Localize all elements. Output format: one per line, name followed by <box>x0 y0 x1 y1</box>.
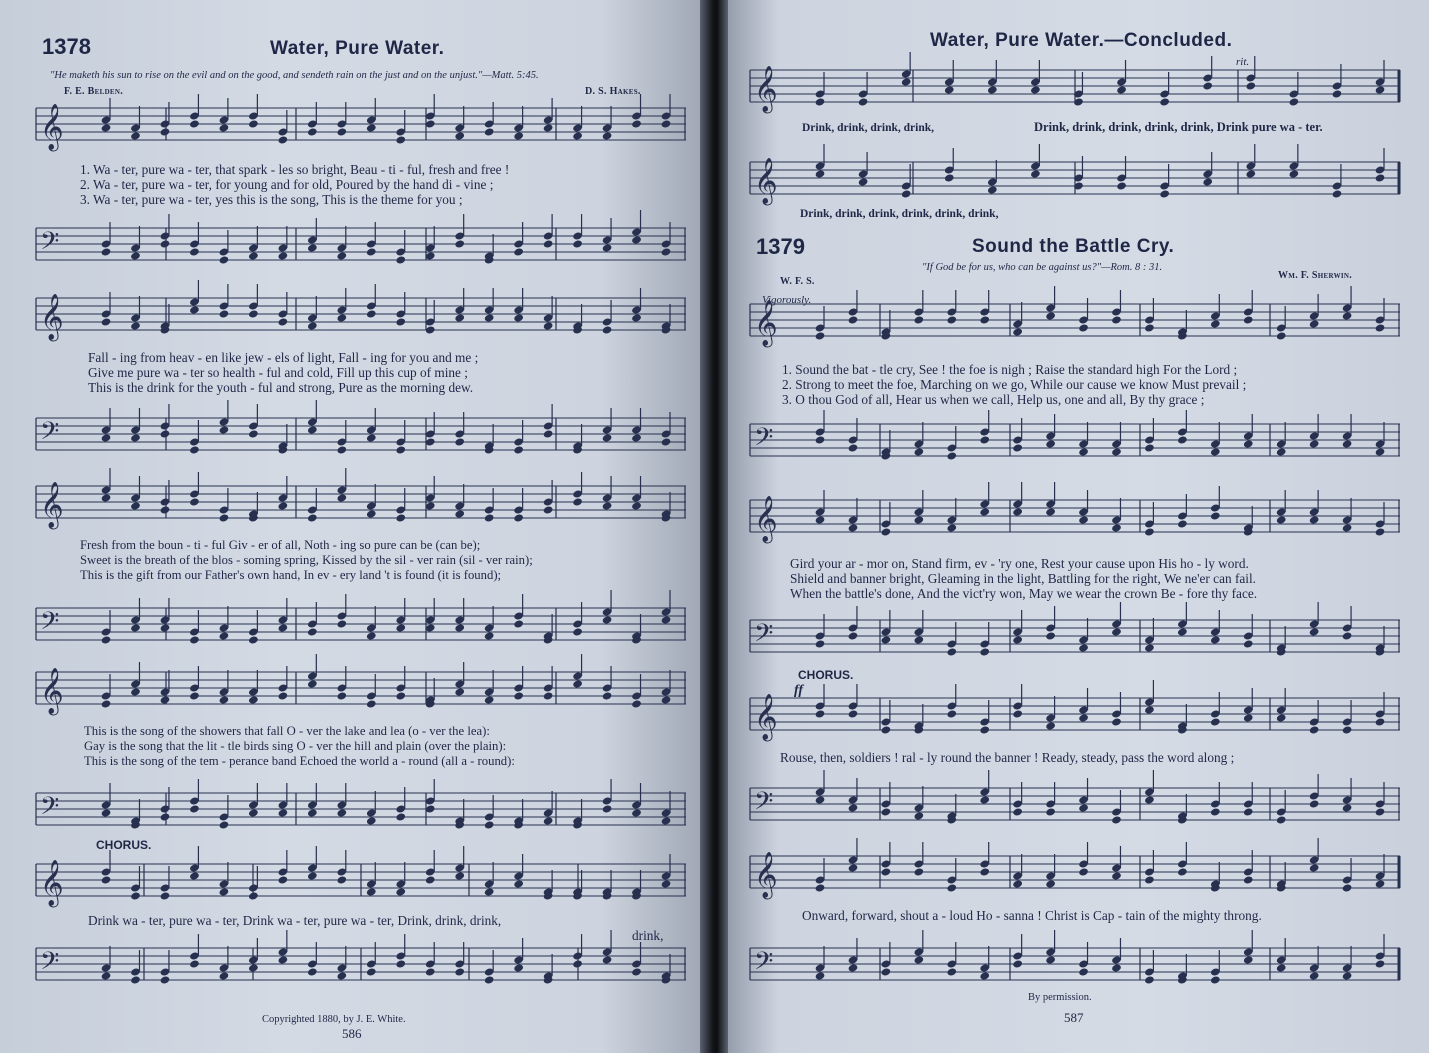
music-staff <box>36 664 686 712</box>
svg-text:𝄢: 𝄢 <box>754 619 774 654</box>
music-staff <box>750 62 1400 110</box>
music-staff <box>750 612 1400 660</box>
page-number: 587 <box>1064 1010 1084 1025</box>
music-staff <box>750 154 1400 202</box>
page-number: 586 <box>342 1026 362 1041</box>
chorus-label: CHORUS. <box>798 668 854 682</box>
svg-text:𝄢: 𝄢 <box>754 423 774 458</box>
svg-text:𝄞: 𝄞 <box>754 496 778 542</box>
chorus-line: Rouse, then, soldiers ! ral - ly round the banner ! Ready, steady, pass the word along ; <box>780 750 1235 765</box>
composer-credit: D. S. Hakes. <box>585 86 641 97</box>
svg-text:𝄞: 𝄞 <box>754 852 778 898</box>
svg-text:𝄢: 𝄢 <box>40 607 60 642</box>
svg-text:𝄢: 𝄢 <box>754 787 774 822</box>
svg-text:𝄞: 𝄞 <box>40 668 64 714</box>
treble-lyric: Drink, drink, drink, drink, <box>802 122 934 134</box>
hymn-title: Water, Pure Water. <box>270 38 445 59</box>
music-staff <box>36 290 686 338</box>
permission-notice: By permission. <box>1028 992 1092 1003</box>
scripture-epigraph: "If God be for us, who can be against us?"—Rom. 8 : 31. <box>922 262 1163 273</box>
music-staff <box>750 690 1400 738</box>
music-staff <box>750 848 1400 896</box>
bass-lyric: Drink, drink, drink, drink, drink, drink, <box>800 208 999 220</box>
svg-text:𝄞: 𝄞 <box>40 860 64 906</box>
verse-block <box>80 162 509 207</box>
verse-line: Fall - ing from heav - en like jew - els of light, Fall - ing for you and me ; <box>88 350 479 365</box>
chorus-extra-word: drink, <box>632 928 664 943</box>
chorus-label: CHORUS. <box>96 838 152 852</box>
hymn-title-concluded: Water, Pure Water.—Concluded. <box>930 30 1233 51</box>
svg-text:𝄢: 𝄢 <box>40 227 60 262</box>
verse-line: 2. Wa - ter, pure wa - ter, for young and for old, Poured by the hand di - vine ; <box>80 177 494 192</box>
verse-line: Gird your ar - mor on, Stand firm, ev - 'ry one, Rest your cause upon His ho - ly word. <box>790 556 1249 571</box>
author-credit: W. F. S. <box>780 276 815 287</box>
verse-line: 3. O thou God of all, Hear us when we call, Help us, one and all, By thy grace ; <box>782 392 1205 407</box>
music-staff <box>36 785 686 833</box>
copyright-notice: Copyrighted 1880, by J. E. White. <box>262 1014 406 1025</box>
verse-block <box>80 538 533 583</box>
verse-line: 2. Strong to meet the foe, Marching on we go, While our cause we know Must prevail ; <box>782 377 1247 392</box>
hymn-title: Sound the Battle Cry. <box>972 236 1175 257</box>
music-staff <box>36 410 686 458</box>
verse-line: Give me pure wa - ter so health - ful and cold, Fill up this cup of mine ; <box>88 365 468 380</box>
svg-text:𝄞: 𝄞 <box>754 158 778 204</box>
svg-text:𝄞: 𝄞 <box>754 66 778 112</box>
verse-block <box>790 556 1257 601</box>
verse-line: 3. Wa - ter, pure wa - ter, yes this is the song, This is the theme for you ; <box>80 192 463 207</box>
music-staff <box>750 296 1400 344</box>
dynamic-marking: ff <box>794 683 804 698</box>
hymn-number: 1378 <box>42 34 91 59</box>
verse-line: 1. Wa - ter, pure wa - ter, that spark - les so bright, Beau - ti - ful, fresh and free ! <box>80 162 510 177</box>
verse-block <box>782 362 1246 407</box>
author-credit: F. E. Belden. <box>64 86 124 97</box>
svg-text:𝄢: 𝄢 <box>40 947 60 982</box>
chorus-line: Onward, forward, shout a - loud Ho - sanna ! Christ is Cap - tain of the mighty throng. <box>802 908 1262 923</box>
verse-line: Fresh from the boun - ti - ful Giv - er of all, Noth - ing so pure can be (can be); <box>80 538 481 552</box>
music-staff <box>750 416 1400 464</box>
svg-text:𝄞: 𝄞 <box>754 300 778 346</box>
right-page <box>722 0 1429 1053</box>
music-staff <box>36 600 686 648</box>
verse-line: This is the gift from our Father's own hand, In ev - ery land 't is found (it is found); <box>80 568 502 582</box>
svg-text:𝄞: 𝄞 <box>40 294 64 340</box>
scripture-epigraph: "He maketh his sun to rise on the evil and on the good, and sendeth rain on the just and on the unjust."—Matt. 5:45. <box>50 70 539 81</box>
hymn-number: 1379 <box>756 234 805 259</box>
verse-block <box>84 724 515 769</box>
verse-block <box>88 350 478 395</box>
music-staff <box>36 220 686 268</box>
chorus-line: Drink wa - ter, pure wa - ter, Drink wa - ter, pure wa - ter, Drink, drink, drink, <box>88 913 502 928</box>
svg-text:𝄞: 𝄞 <box>40 482 64 528</box>
verse-line: This is the song of the showers that fall O - ver the lake and lea (o - ver the lea): <box>84 724 490 738</box>
left-page <box>0 0 706 1053</box>
book-gutter <box>700 0 728 1053</box>
ritardando-mark: rit. <box>1236 56 1250 68</box>
verse-line: When the battle's done, And the vict'ry won, May we wear the crown Be - fore thy face. <box>790 586 1258 601</box>
music-staff <box>750 492 1400 540</box>
music-staff <box>36 856 686 904</box>
music-staff <box>36 100 686 148</box>
music-staff <box>36 940 686 988</box>
composer-credit: Wm. F. Sherwin. <box>1278 270 1353 281</box>
verse-line: 1. Sound the bat - tle cry, See ! the foe is nigh ; Raise the standard high For the Lord ; <box>782 362 1238 377</box>
verse-line: Shield and banner bright, Gleaming in the light, Battling for the right, We ne'er can fail. <box>790 571 1256 586</box>
music-staff <box>750 940 1400 988</box>
verse-line: Gay is the song that the lit - tle birds sing O - ver the hill and plain (over the plain): <box>84 739 507 753</box>
svg-text:𝄞: 𝄞 <box>40 104 64 150</box>
svg-text:𝄢: 𝄢 <box>40 417 60 452</box>
music-staff <box>750 780 1400 828</box>
verse-line: This is the drink for the youth - ful and strong, Pure as the morning dew. <box>88 380 474 395</box>
verse-line: This is the song of the tem - perance band Echoed the world a - round (all a - round): <box>84 754 515 768</box>
tempo-marking: Vigorously. <box>762 294 812 306</box>
svg-text:𝄞: 𝄞 <box>754 694 778 740</box>
svg-text:𝄢: 𝄢 <box>754 947 774 982</box>
svg-text:𝄢: 𝄢 <box>40 792 60 827</box>
verse-line: Sweet is the breath of the blos - soming spring, Kissed by the sil - ver rain (sil - ver rain); <box>80 553 533 567</box>
music-staff <box>36 478 686 526</box>
treble-lyric-2: Drink, drink, drink, drink, drink, Drink pure wa - ter. <box>1034 120 1323 134</box>
